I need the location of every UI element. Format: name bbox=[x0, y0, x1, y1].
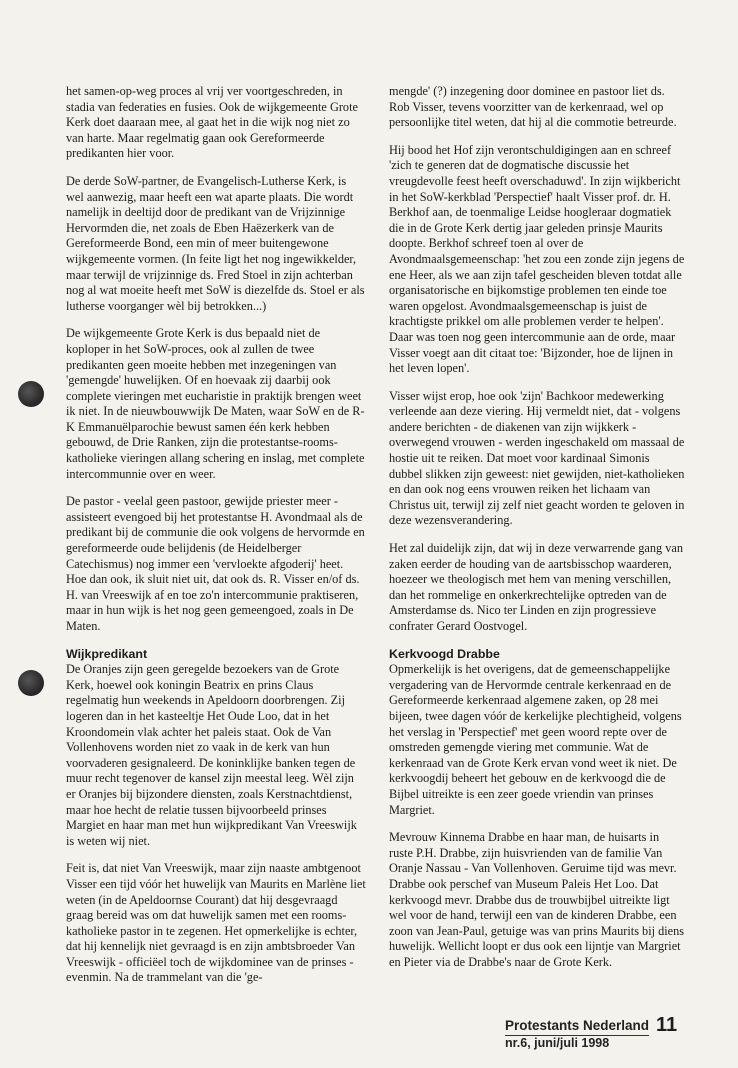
issue-info: nr.6, juni/juli 1998 bbox=[505, 1036, 610, 1050]
paragraph: Opmerkelijk is het overigens, dat de gemeenschappelijke vergadering van de Hervormde centrale kerkenraad en de Gereformeerde kerkenraad algemene zaken, op 28 mei bijeen, twee dagen vóór de kerkelijke plechtigheid, volgens het verslag in 'Perspectief' met geen woord repte over de omstreden gemengde viering met communie. Wat de kerkenraad van de Grote Kerk ervan vond weet ik niet. De kerkvoogdij beheert het gebouw en de kerkvoogd die de Bijbel uitreikte is een zeer goede vriendin van prinses Margriet. bbox=[389, 662, 682, 817]
right-column bbox=[389, 84, 685, 982]
paragraph: mengde' (?) inzegening door dominee en pastoor liet ds. Rob Visser, tevens voorzitter van de kerkenraad, wel op persoonlijke titel weten, dat hij al die commotie betreurde. bbox=[389, 84, 677, 130]
magazine-title: Protestants Nederland bbox=[505, 1018, 649, 1036]
binder-hole bbox=[18, 670, 44, 696]
page-number: 11 bbox=[656, 1014, 678, 1036]
paragraph: het samen-op-weg proces al vrij ver voortgeschreden, in stadia van federaties en fusies. Ook de wijkgemeente Grote Kerk doet daaraan mee, al gaat het in die wijk nog niet zo van harte. Maar regelmatig gaan ook Gereformeerde predikanten hier voor. bbox=[66, 84, 358, 161]
paragraph: Het zal duidelijk zijn, dat wij in deze verwarrende gang van zaken eerder de houding van de aartsbisschop waarderen, hoezeer we theologisch met hem van mening verschillen, dan het rommelige en onkerkrechtelijke optreden van de Amsterdamse ds. Nico ter Linden en zijn progressieve confrater Gerard Oostvogel. bbox=[389, 541, 683, 633]
paragraph: De derde SoW-partner, de Evangelisch-Lutherse Kerk, is wel aanwezig, maar heeft een wat aparte plaats. Die wordt namelijk in deeltijd door de predikant van de Vrijzinnige Hervormden die, net zoals de Eben Haëzerkerk van de Gereformeerde Bond, een min of meer buitengewone wijkgemeente vormen. (In feite ligt het nog ingewikkelder, maar terwijl de vrijzinnige ds. Fred Stoel in zijn achterban nog al wat moeite heeft met SoW is diezelfde ds. Stoel er als lutherse voorganger wèl bij betrokken...) bbox=[66, 173, 365, 313]
section-heading: Wijkpredikant bbox=[66, 646, 148, 661]
paragraph: Visser wijst erop, hoe ook 'zijn' Bachkoor medewerking verleende aan deze viering. Hij vermeldt niet, dat - volgens andere berichten - de diakenen van zijn wijkkerk - overwegend vrouwen - werden ingeschakeld om massaal de hostie uit te reiken. Dat moet voor kardinaal Simonis dubbel slikken zijn geweest: niet gewijden, niet-katholieken en dan ook nog eens vrouwen reiken het lichaam van Christus uit, terwijl zij zelf niet geacht worden te geloven in deze wezensverandering. bbox=[389, 388, 685, 528]
paragraph: De wijkgemeente Grote Kerk is dus bepaald niet de koploper in het SoW-proces, ook al zullen de twee predikanten geen moeite hebben met inzegeningen van 'gemengde' huwelijken. Of en hoevaak zij daarbij ook complete vieringen met eucharistie in praktijk brengen weet ik niet. In de nieuwbouwwijk De Maten, waar SoW en de R-K Emmanuëlparochie bewust samen één kerk hebben gebouwd, de Drie Ranken, zijn die protestantse-rooms-katholieke vieringen allang schering en inslag, met complete intercommunnie over en weer. bbox=[66, 326, 365, 481]
paragraph: Feit is, dat niet Van Vreeswijk, maar zijn naaste ambtgenoot Visser een tijd vóór het huwelijk van Maurits en Marlène liet weten (in de Apeldoornse Courant) dat hij desgevraagd graag bereid was om dat huwelijk samen met een rooms-katholieke pastor in te zegenen. Het opmerkelijke is echter, dat hij kennelijk niet gevraagd is en zijn ambtsbroeder Van Vreeswijk - officiëel toch de wijkdominee van de prinses - evenmin. Na de trammelant van die 'ge- bbox=[66, 861, 366, 985]
section-heading: Kerkvoogd Drabbe bbox=[389, 646, 500, 661]
left-column bbox=[66, 84, 366, 998]
paragraph: Mevrouw Kinnema Drabbe en haar man, de huisarts in ruste P.H. Drabbe, zijn huisvrienden van de familie Van Oranje Nassau - Van Vollenhoven. Geruime tijd was mevr. Drabbe ook perschef van Museum Paleis Het Loo. Dat kerkvoogd mevr. Drabbe dus de trouwbijbel uitreikte ligt wel voor de hand, terwijl een van de kinderen Drabbe, een zoon van Jean-Paul, getuige was van prins Maurits bij diens huwelijk. Wellicht loopt er dus ook een lijntje van Margriet en Pieter via de Drabbe's naar de Grote Kerk. bbox=[389, 830, 685, 969]
binder-hole bbox=[18, 381, 44, 407]
paragraph: De pastor - veelal geen pastoor, gewijde priester meer - assisteert evengoed bij het protestantse H. Avondmaal als de predikant bij de communie die ook volgens de hervormde en gereformeerde oude belijdenis (de Heidelberger Catechismus) nog immer een 'vervloekte afgoderij' heet. Hoe dan ook, ik sluit niet uit, dat ook ds. R. Visser en/of ds. H. van Vreeswijk af en toe zo'n intercommunie praktiseren, maar in hun wijk is het nog geen gemeengoed, zoals in De Maten. bbox=[66, 494, 365, 633]
paragraph: Hij bood het Hof zijn verontschuldigingen aan en schreef 'zich te generen dat de dogmatische discussie het vreugdevolle feest heeft overschaduwd'. In zijn wijkbericht in het SoW-kerkblad 'Perspectief' haalt Visser prof. dr. H. Berkhof aan, de toenmalige Leidse hoogleraar dogmatiek die in de Grote Kerk dertig jaar geleden prinsje Maurits doopte. Berkhof schreef toen al over de Avondmaalsgemeenschap: 'het zou een zonde zijn jegens de ene Heer, als we aan zijn tafel gescheiden bleven totdat alle organisatorische en bijkomstige problemen ten einde toe waren opgelost. Avondmaalsgemeenschap is juist de krachtigste prikkel om alle problemen verder te helpen'. Daar was toen nog geen intercommunie aan de orde, maar Visser voegt aan dit citaat toe: 'Bijzonder, hoe de lijnen in het leven lopen'. bbox=[389, 142, 685, 376]
page-footer bbox=[505, 1018, 649, 1051]
paragraph: De Oranjes zijn geen geregelde bezoekers van de Grote Kerk, hoewel ook koningin Beatrix en prins Claus regelmatig hun weekends in Apeldoorn doorbrengen. Zij logeren dan in het kasteeltje Het Oude Loo, dat in het Kroondomein vlak achter het paleis staat. Ook de Van Vollenhovens worden niet zo vaak in de kerk van hun voorvaderen gesignaleerd. De koninklijke banken tegen de muur recht tegenover de kansel zijn meestal leeg. Wèl zijn er Oranjes bij bijzondere diensten, zoals Kerstnachtdienst, maar hoe hecht de relatie tussen bijvoorbeeld prinses Margiet en haar man met hun wijkpredikant Van Vreeswijk is weten wij niet. bbox=[66, 662, 357, 848]
